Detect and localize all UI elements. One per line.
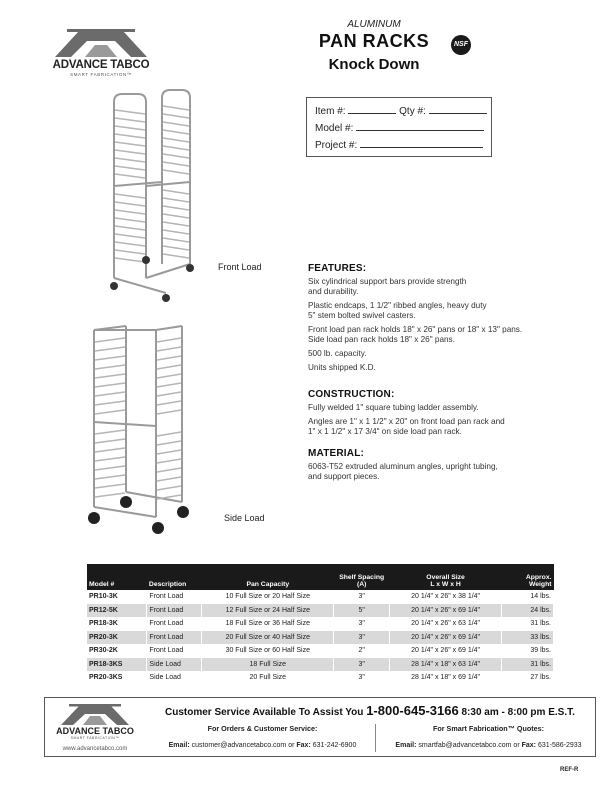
construction-heading: CONSTRUCTION: — [308, 389, 395, 400]
col-weight-line2: Weight — [528, 581, 552, 588]
construction-text — [308, 403, 588, 437]
footer-logo-tagline: SMART FABRICATION™ — [70, 736, 120, 740]
cell-size: 20 1/4" x 26" x 69 1/4" — [390, 604, 502, 618]
col-description: Description — [147, 564, 202, 590]
cell-capacity: 30 Full Size or 60 Half Size — [202, 644, 334, 658]
item-label: Item #: — [315, 106, 346, 117]
orders-email[interactable]: customer@advancetabco.com or — [191, 742, 295, 749]
cell-size: 20 1/4" x 26" x 38 1/4" — [390, 590, 502, 604]
cell-spacing: 3" — [334, 590, 390, 604]
contact-footer — [44, 697, 596, 757]
feature-line: Plastic endcaps, 1 1/2" ribbed angles, heavy duty — [308, 301, 487, 310]
cell-description: Front Load — [147, 617, 202, 631]
item-info-box — [306, 97, 492, 157]
cell-size: 28 1/4" x 18" x 69 1/4" — [390, 671, 502, 685]
material-text — [308, 462, 588, 482]
cell-description: Side Load — [147, 671, 202, 685]
quotes-email[interactable]: smartfab@advancetabco.com or — [418, 742, 520, 749]
cell-model: PR10-3K — [87, 590, 147, 604]
col-capacity: Pan Capacity — [202, 564, 334, 590]
website-link[interactable]: www.advancetabco.com — [62, 746, 128, 752]
orders-contact — [155, 724, 370, 749]
item-field[interactable] — [348, 105, 396, 114]
cell-model: PR18-3KS — [87, 658, 147, 672]
quotes-fax: 631-586-2933 — [537, 742, 582, 749]
features-text — [308, 277, 588, 373]
side-load-rack-image — [82, 322, 197, 537]
cell-capacity: 10 Full Size or 20 Half Size — [202, 590, 334, 604]
logo-name: ADVANCE TABCO — [52, 59, 150, 71]
cell-weight: 33 lbs. — [502, 631, 554, 645]
cell-size: 20 1/4" x 26" x 69 1/4" — [390, 644, 502, 658]
cell-capacity: 20 Full Size or 40 Half Size — [202, 631, 334, 645]
col-size-line1: Overall Size — [426, 574, 465, 581]
cell-weight: 31 lbs. — [502, 617, 554, 631]
cell-model: PR18-3K — [87, 617, 147, 631]
cell-description: Front Load — [147, 590, 202, 604]
orders-email-label: Email: — [168, 742, 190, 749]
construction-line: Angles are 1" x 1 1/2" x 20" on front load pan rack and — [308, 417, 505, 426]
footer-divider — [375, 724, 376, 752]
quotes-fax-label: Fax: — [521, 742, 537, 749]
project-field[interactable] — [360, 139, 483, 148]
logo-tagline: SMART FABRICATION™ — [70, 72, 132, 77]
feature-line: and durability. — [308, 287, 359, 296]
page-title: PAN RACKS — [318, 31, 430, 51]
cell-spacing: 3" — [334, 631, 390, 645]
cell-description: Front Load — [147, 644, 202, 658]
cell-description: Front Load — [147, 604, 202, 618]
qty-label: Qty #: — [399, 106, 426, 117]
model-label: Model #: — [315, 123, 354, 134]
qty-field[interactable] — [429, 105, 487, 114]
cell-weight: 27 lbs. — [502, 671, 554, 685]
service-hours: 8:30 am - 8:00 pm E.S.T. — [461, 707, 575, 718]
front-load-rack-image — [100, 88, 205, 306]
cell-weight: 31 lbs. — [502, 658, 554, 672]
quotes-email-label: Email: — [395, 742, 417, 749]
service-text: Customer Service Available To Assist You — [165, 707, 364, 718]
cell-spacing: 3" — [334, 671, 390, 685]
project-row — [315, 139, 483, 151]
cell-capacity: 18 Full Size or 36 Half Size — [202, 617, 334, 631]
table-row — [87, 671, 554, 685]
orders-fax-label: Fax: — [296, 742, 311, 749]
quotes-heading: For Smart Fabrication™ Quotes: — [432, 724, 545, 733]
table-header-row — [87, 564, 554, 590]
feature-line: 500 lb. capacity. — [308, 349, 367, 358]
material-label: ALUMINUM — [347, 19, 401, 30]
phone-number[interactable]: 1-800-645-3166 — [366, 703, 459, 718]
cell-model: PR20-3KS — [87, 671, 147, 685]
nsf-badge: NSF — [451, 35, 471, 55]
construction-line: 1" x 1 1/2" x 17 3/4" on side load pan rack. — [308, 427, 462, 436]
cell-weight: 39 lbs. — [502, 644, 554, 658]
footer-logo — [53, 702, 137, 754]
cell-weight: 24 lbs. — [502, 604, 554, 618]
cell-capacity: 12 Full Size or 24 Half Size — [202, 604, 334, 618]
brand-logo — [45, 25, 157, 80]
material-line: 6063-T52 extruded aluminum angles, upright tubing, — [308, 462, 498, 471]
quotes-contact-line — [381, 742, 596, 749]
side-load-caption: Side Load — [224, 513, 265, 523]
cell-weight: 14 lbs. — [502, 590, 554, 604]
footer-logo-name: ADVANCE TABCO — [56, 726, 134, 736]
orders-fax: 631-242-6900 — [312, 742, 357, 749]
col-size-line2: L x W x H — [430, 581, 461, 588]
cell-size: 28 1/4" x 18" x 63 1/4" — [390, 658, 502, 672]
cell-spacing: 5" — [334, 604, 390, 618]
logo-mark — [45, 25, 157, 59]
col-spacing-line2: (A) — [356, 581, 367, 588]
table-row — [87, 631, 554, 645]
orders-contact-line — [155, 742, 370, 749]
project-label: Project #: — [315, 140, 358, 151]
front-load-caption: Front Load — [218, 262, 262, 272]
feature-line: 5" stem bolted swivel casters. — [308, 311, 416, 320]
cell-model: PR12-5K — [87, 604, 147, 618]
material-line: and support pieces. — [308, 472, 380, 481]
material-heading: MATERIAL: — [308, 448, 365, 459]
feature-line: Side load pan rack holds 18" x 26" pans. — [308, 335, 455, 344]
orders-heading: For Orders & Customer Service: — [207, 724, 318, 733]
customer-service-line — [165, 703, 595, 718]
cell-model: PR30-2K — [87, 644, 147, 658]
spec-table — [87, 564, 554, 685]
table-row — [87, 590, 554, 604]
table-row — [87, 644, 554, 658]
footer-logo-mark — [53, 702, 137, 726]
cell-model: PR20-3K — [87, 631, 147, 645]
cell-size: 20 1/4" x 26" x 69 1/4" — [390, 631, 502, 645]
construction-line: Fully welded 1" square tubing ladder assembly. — [308, 403, 479, 412]
col-size — [390, 564, 502, 590]
col-weight — [502, 564, 554, 590]
model-row — [315, 122, 484, 134]
cell-description: Side Load — [147, 658, 202, 672]
table-row — [87, 617, 554, 631]
col-model: Model # — [87, 564, 147, 590]
col-spacing-line1: Shelf Spacing — [339, 574, 385, 581]
features-heading: FEATURES: — [308, 263, 367, 274]
feature-line: Six cylindrical support bars provide strength — [308, 277, 467, 286]
col-spacing — [334, 564, 390, 590]
model-field[interactable] — [356, 122, 484, 131]
page-subtitle: Knock Down — [328, 56, 420, 73]
col-weight-line1: Approx. — [525, 574, 552, 581]
cell-spacing: 2" — [334, 644, 390, 658]
cell-size: 20 1/4" x 26" x 63 1/4" — [390, 617, 502, 631]
cell-spacing: 3" — [334, 658, 390, 672]
cell-capacity: 20 Full Size — [202, 671, 334, 685]
cell-capacity: 18 Full Size — [202, 658, 334, 672]
cell-spacing: 3" — [334, 617, 390, 631]
table-row — [87, 604, 554, 618]
cell-description: Front Load — [147, 631, 202, 645]
feature-line: Front load pan rack holds 18" x 26" pans or 18" x 13" pans. — [308, 325, 523, 334]
table-row — [87, 658, 554, 672]
reference-code: REF-R — [560, 767, 579, 773]
quotes-contact — [381, 724, 596, 749]
feature-line: Units shipped K.D. — [308, 363, 376, 372]
item-row — [315, 105, 487, 117]
